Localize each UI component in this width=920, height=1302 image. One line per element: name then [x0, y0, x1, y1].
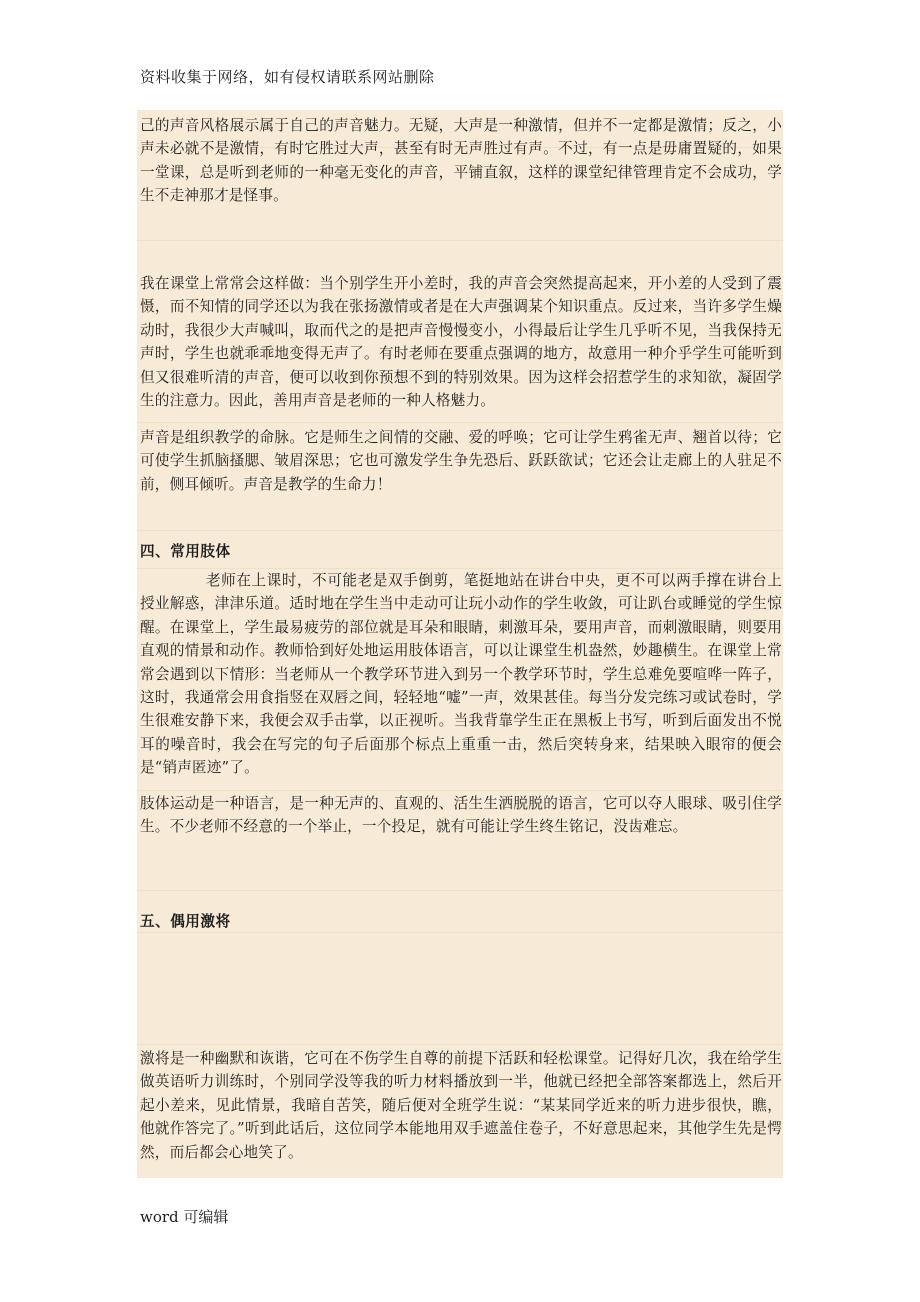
paragraph-voice-lifeline: 声音是组织教学的命脉。它是师生之间情的交融、爱的呼唤；它可让学生鸦雀无声、翘首以待；它可使学生抓脑搔腮、皱眉深思；它也可激发学生争先恐后、跃跃欲试；它还会让走廊上的人驻足不前，侧耳倾听。声音是教学的生命力！ [140, 429, 782, 493]
section-heading-body-language: 四、常用肢体 [140, 543, 231, 560]
table-rule [137, 1044, 783, 1045]
page-header: 资料收集于网络，如有侵权请联系网站删除 [140, 68, 435, 86]
table-rule [137, 422, 783, 423]
page-footer: word 可编辑 [140, 1208, 229, 1226]
table-rule [137, 240, 783, 241]
section-heading-provocation: 五、偶用激将 [140, 913, 231, 930]
table-rule [137, 790, 783, 791]
paragraph-voice-style: 己的声音风格展示属于自己的声音魅力。无疑，大声是一种激情，但并不一定都是激情；反之，小声未必就不是激情，有时它胜过大声，甚至有时无声胜过有声。不过，有一点是毋庸置疑的，如果一堂课，总是听到老师的一种毫无变化的声音，平铺直叙，这样的课堂纪律管理肯定不会成功，学生不走神那才是怪事。 [140, 117, 782, 205]
table-rule [137, 890, 783, 891]
table-rule [137, 932, 783, 933]
paragraph-voice-practice: 我在课堂上常常会这样做：当个别学生开小差时，我的声音会突然提高起来，开小差的人受到了震慑，而不知情的同学还以为我在张扬激情或者是在大声强调某个知识重点。反过来，当许多学生燥动时，我很少大声喊叫，取而代之的是把声音慢慢变小，小得最后让学生几乎听不见，当我保持无声时，学生也就乖乖地变得无声了。有时老师在要重点强调的地方，故意用一种介乎学生可能听到但又很难听清的声音，便可以收到你预想不到的特别效果。因为这样会招惹学生的求知欲，凝固学生的注意力。因此，善用声音是老师的一种人格魅力。 [140, 275, 782, 410]
document-body [137, 110, 783, 1178]
table-rule [137, 530, 783, 531]
paragraph-body-language: 老师在上课时，不可能老是双手倒剪，笔挺地站在讲台中央，更不可以两手撑在讲台上授业解惑，津津乐道。适时地在学生当中走动可让玩小动作的学生收敛，可让趴台或睡觉的学生惊醒。在课堂上，学生最易疲劳的部位就是耳朵和眼睛，刺激耳朵，要用声音，而刺激眼睛，则要用直观的情景和动作。教师恰到好处地运用肢体语言，可以让课堂生机盎然，妙趣横生。在课堂上常常会遇到以下情形：当老师从一个教学环节进入到另一个教学环节时，学生总难免要喧哗一阵子，这时，我通常会用食指竖在双唇之间，轻轻地“嘘”一声，效果甚佳。每当分发完练习或试卷时，学生很难安静下来，我便会双手击掌，以正视听。当我背靠学生正在黑板上书写，听到后面发出不悦耳的噪音时，我会在写完的句子后面那个标点上重重一击，然后突转身来，结果映入眼帘的便会是“销声匿迹”了。 [140, 572, 782, 777]
paragraph-body-movement: 肢体运动是一种语言，是一种无声的、直观的、活生生洒脱脱的语言，它可以夺人眼球、吸引住学生。不少老师不经意的一个举止，一个投足，就有可能让学生终生铭记，没齿难忘。 [140, 795, 782, 836]
paragraph-provocation: 激将是一种幽默和诙谐，它可在不伤学生自尊的前提下活跃和轻松课堂。记得好几次，我在给学生做英语听力训练时，个别同学没等我的听力材料播放到一半，他就已经把全部答案都选上，然后开起小差来，见此情景，我暗自苦笑，随后便对全班学生说：“某某同学近来的听力进步很快，瞧，他就作答完了。”听到此话后，这位同学本能地用双手遮盖住卷子，不好意思起来，其他学生先是愕然，而后都会心地笑了。 [140, 1050, 782, 1161]
